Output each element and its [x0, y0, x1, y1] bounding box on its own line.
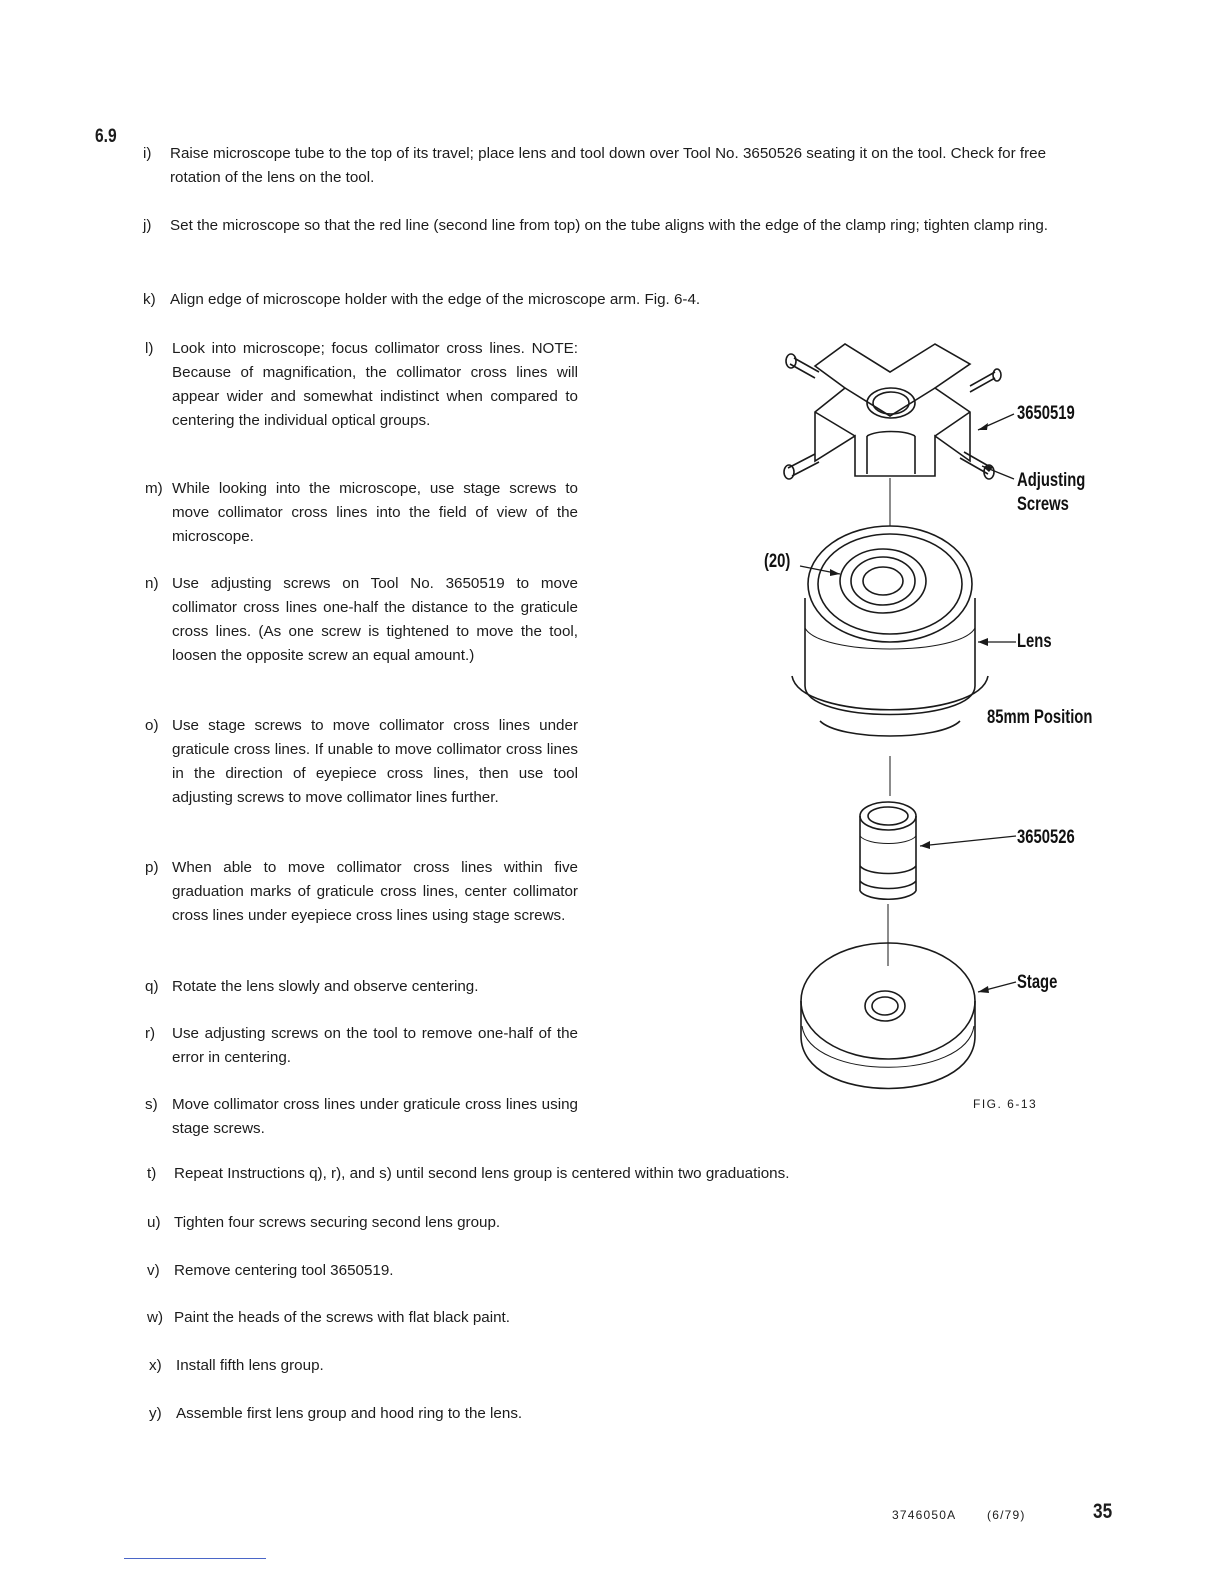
step-q — [145, 975, 578, 999]
exploded-assembly-drawing — [760, 336, 1150, 1126]
step-u — [147, 1211, 1074, 1235]
step-p — [145, 856, 578, 928]
step-label: q) — [145, 978, 159, 995]
step-y — [149, 1402, 1076, 1426]
step-label: m) — [145, 480, 163, 497]
step-text: Remove centering tool 3650519. — [174, 1262, 394, 1279]
step-text: Set the microscope so that the red line (second line from top) on the tube aligns with the edge of the clamp ring; tighten clamp ring. — [170, 217, 1048, 234]
callout-20: (20) — [764, 551, 791, 572]
callout-adjusting-screws: Adjusting Screws — [1017, 470, 1086, 515]
step-text: When able to move collimator cross lines within five graduation marks of graticule cross lines, center collimator cross lines under eyepiece cross lines using stage screws. — [172, 859, 578, 924]
step-text: Repeat Instructions q), r), and s) until second lens group is centered within two graduations. — [174, 1165, 790, 1182]
step-label: u) — [147, 1214, 161, 1231]
step-label: y) — [149, 1405, 162, 1422]
step-text: Move collimator cross lines under graticule cross lines using stage screws. — [172, 1096, 578, 1137]
step-label: l) — [145, 340, 154, 357]
page-number: 35 — [1093, 1500, 1113, 1523]
step-text: While looking into the microscope, use stage screws to move collimator cross lines into the field of view of the microscope. — [172, 480, 578, 545]
section-number: 6.9 — [95, 126, 117, 147]
step-r — [145, 1022, 578, 1070]
bottom-rule — [124, 1558, 266, 1559]
step-label: w) — [147, 1309, 164, 1326]
step-text: Install fifth lens group. — [176, 1357, 324, 1374]
step-label: p) — [145, 859, 159, 876]
step-text: Use stage screws to move collimator cross lines under graticule cross lines. If unable to move collimator cross lines in the direction of eyepiece cross lines, then use tool adjusting screws to move collimator lines further. — [172, 717, 578, 806]
step-label: s) — [145, 1096, 158, 1113]
figure-caption: FIG. 6-13 — [973, 1097, 1038, 1111]
step-label: r) — [145, 1025, 156, 1042]
step-label: k) — [143, 291, 156, 308]
step-label: x) — [149, 1357, 162, 1374]
step-t — [147, 1162, 1074, 1186]
document-code: 3746050A — [892, 1508, 957, 1522]
document-date: (6/79) — [987, 1508, 1026, 1522]
step-m — [145, 477, 578, 549]
step-v — [147, 1259, 1074, 1283]
step-text: Look into microscope; focus collimator cross lines. NOTE: Because of magnification, the collimator cross lines will appear wider and somewhat indistinct when compared to centering the individual optical groups. — [172, 340, 578, 429]
step-label: t) — [147, 1165, 157, 1182]
callout-lens: Lens — [1017, 631, 1052, 652]
step-label: v) — [147, 1262, 160, 1279]
step-text: Align edge of microscope holder with the edge of the microscope arm. Fig. 6-4. — [170, 291, 701, 308]
callout-3650526: 3650526 — [1017, 827, 1075, 848]
step-text: Paint the heads of the screws with flat black paint. — [174, 1309, 510, 1326]
step-label: n) — [145, 575, 159, 592]
step-label: j) — [143, 217, 152, 234]
step-text: Rotate the lens slowly and observe centering. — [172, 978, 479, 995]
step-k — [143, 288, 1090, 312]
step-n — [145, 572, 578, 668]
callout-stage: Stage — [1017, 972, 1058, 993]
step-x — [149, 1354, 1076, 1378]
lens-drawing — [792, 526, 988, 736]
step-label: o) — [145, 717, 159, 734]
step-text: Use adjusting screws on the tool to remove one-half of the error in centering. — [172, 1025, 578, 1066]
step-text: Tighten four screws securing second lens group. — [174, 1214, 501, 1231]
step-text: Raise microscope tube to the top of its travel; place lens and tool down over Tool No. 3650526 seating it on the tool. Check for free rotation of the lens on the tool. — [170, 145, 1047, 186]
figure-6-13 — [760, 336, 1150, 1126]
callout-85mm-position: 85mm Position — [987, 707, 1093, 728]
step-text: Use adjusting screws on Tool No. 3650519 to move collimator cross lines one-half the distance to the graticule cross lines. (As one screw is tightened to move the tool, loosen the opposite screw an equal amount.) — [172, 575, 578, 664]
step-o — [145, 714, 578, 810]
step-l — [145, 337, 578, 433]
centering-tool-3650519-drawing — [784, 344, 1001, 479]
step-s — [145, 1093, 578, 1141]
step-text: Assemble first lens group and hood ring to the lens. — [176, 1405, 523, 1422]
step-i — [143, 142, 1090, 190]
step-j — [143, 214, 1090, 238]
callout-3650519: 3650519 — [1017, 403, 1075, 424]
step-label: i) — [143, 145, 152, 162]
step-w — [147, 1306, 1074, 1330]
tool-3650526-drawing — [860, 802, 916, 899]
